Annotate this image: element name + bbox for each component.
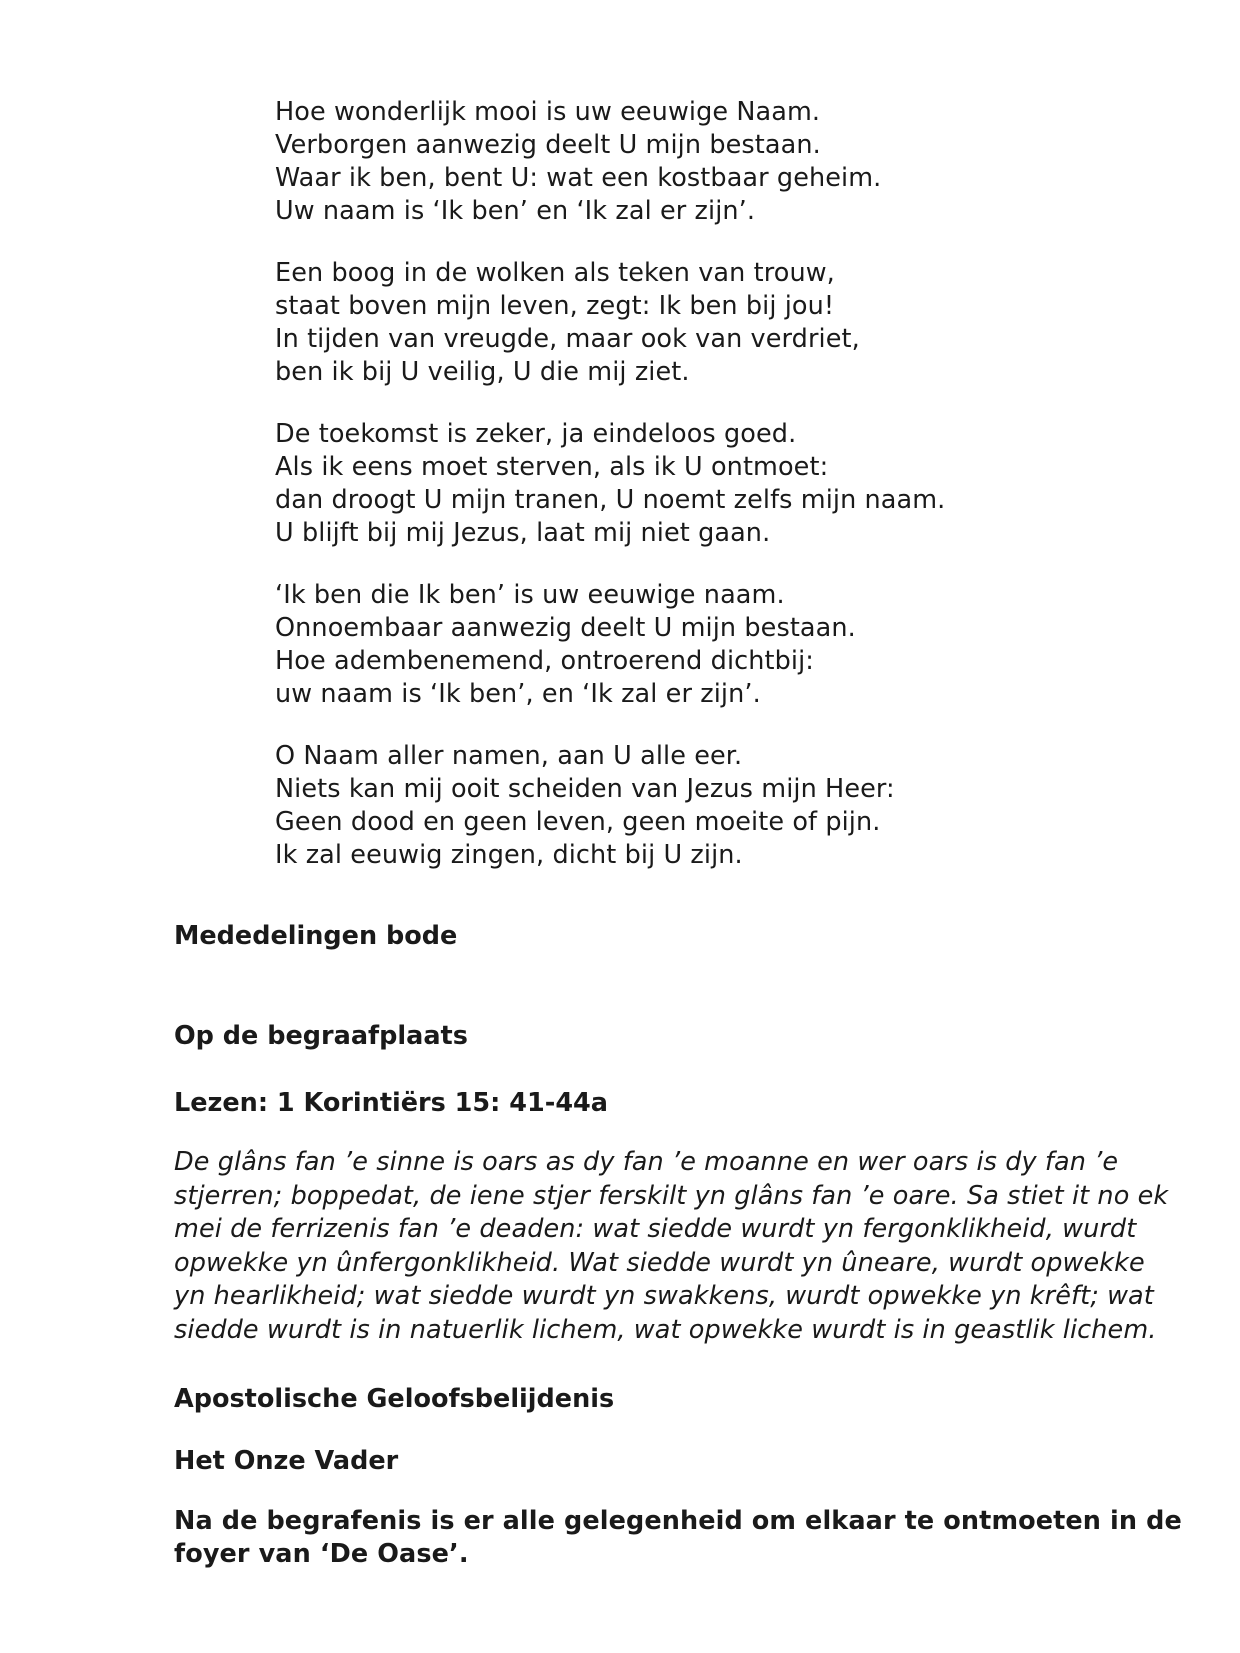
lyric-line: De toekomst is zeker, ja eindeloos goed. xyxy=(275,419,797,449)
stanza-3 xyxy=(275,418,1175,550)
lyric-line: Uw naam is ‘Ik ben’ en ‘Ik zal er zijn’. xyxy=(275,196,756,226)
lyric-line: staat boven mijn leven, zegt: Ik ben bij jou! xyxy=(275,291,835,321)
lyric-line: Als ik eens moet sterven, als ik U ontmoet: xyxy=(275,452,829,482)
closing-line: Na de begrafenis is er alle gelegenheid om elkaar te ontmoeten in de xyxy=(174,1506,1182,1536)
lyric-line: Hoe adembenemend, ontroerend dichtbij: xyxy=(275,646,814,676)
lyric-line: ben ik bij U veilig, U die mij ziet. xyxy=(275,357,690,387)
creed-heading: Apostolische Geloofsbelijdenis xyxy=(174,1384,615,1414)
stanza-5 xyxy=(275,740,1175,872)
lyric-line: Niets kan mij ooit scheiden van Jezus mijn Heer: xyxy=(275,774,895,804)
lyric-line: Onnoembaar aanwezig deelt U mijn bestaan. xyxy=(275,613,856,643)
reading-line: De glâns fan ’e sinne is oars as dy fan ’e moanne en wer oars is dy fan ’e xyxy=(174,1147,1119,1177)
creed-section xyxy=(174,1382,1154,1416)
lyric-line: Hoe wonderlijk mooi is uw eeuwige Naam. xyxy=(275,97,821,127)
lyric-line: Verborgen aanwezig deelt U mijn bestaan. xyxy=(275,130,821,160)
lyric-line: U blijft bij mij Jezus, laat mij niet gaan. xyxy=(275,518,771,548)
reading-section xyxy=(174,1086,1154,1120)
lyric-line: Een boog in de wolken als teken van trouw, xyxy=(275,258,835,288)
reading-line: siedde wurdt is in natuerlik lichem, wat opwekke wurdt is in geastlik lichem. xyxy=(174,1314,1157,1345)
lyric-line: O Naam aller namen, aan U alle eer. xyxy=(275,741,743,771)
reading-heading: Lezen: 1 Korintiërs 15: 41-44a xyxy=(174,1088,609,1118)
stanza-4 xyxy=(275,579,1175,711)
lyric-line: uw naam is ‘Ik ben’, en ‘Ik zal er zijn’. xyxy=(275,679,761,709)
closing-line: foyer van ‘De Oase’. xyxy=(174,1539,469,1569)
lyric-line: Ik zal eeuwig zingen, dicht bij U zijn. xyxy=(275,840,743,870)
reading-line: mei de ferrizenis fan ’e deaden: wat siedde wurdt yn fergonklikheid, wurdt xyxy=(174,1214,1137,1244)
lords-prayer-section xyxy=(174,1444,1154,1478)
closing-announcement xyxy=(174,1505,1182,1571)
cemetery-section xyxy=(174,1019,1154,1053)
lyric-line: ‘Ik ben die Ik ben’ is uw eeuwige naam. xyxy=(275,580,785,610)
lyric-line: dan droogt U mijn tranen, U noemt zelfs mijn naam. xyxy=(275,485,946,515)
announcements-section xyxy=(174,919,1154,953)
cemetery-heading: Op de begraafplaats xyxy=(174,1021,468,1051)
scripture-reading-text xyxy=(174,1146,1174,1347)
reading-line: opwekke yn ûnfergonklikheid. Wat siedde wurdt yn ûneare, wurdt opwekke xyxy=(174,1247,1145,1278)
stanza-1 xyxy=(275,96,1175,228)
lyric-line: Waar ik ben, bent U: wat een kostbaar geheim. xyxy=(275,163,882,193)
reading-line: yn hearlikheid; wat siedde wurdt yn swakkens, wurdt opwekke yn krêft; wat xyxy=(174,1281,1154,1311)
lyric-line: Geen dood en geen leven, geen moeite of pijn. xyxy=(275,807,881,837)
stanza-2 xyxy=(275,257,1175,389)
song-lyrics xyxy=(275,96,1175,901)
lyric-line: In tijden van vreugde, maar ook van verdriet, xyxy=(275,324,860,354)
reading-line: stjerren; boppedat, de iene stjer ferskilt yn glâns fan ’e oare. Sa stiet it no ek xyxy=(174,1180,1169,1211)
announcements-heading: Mededelingen bode xyxy=(174,921,458,951)
lords-prayer-heading: Het Onze Vader xyxy=(174,1446,399,1476)
